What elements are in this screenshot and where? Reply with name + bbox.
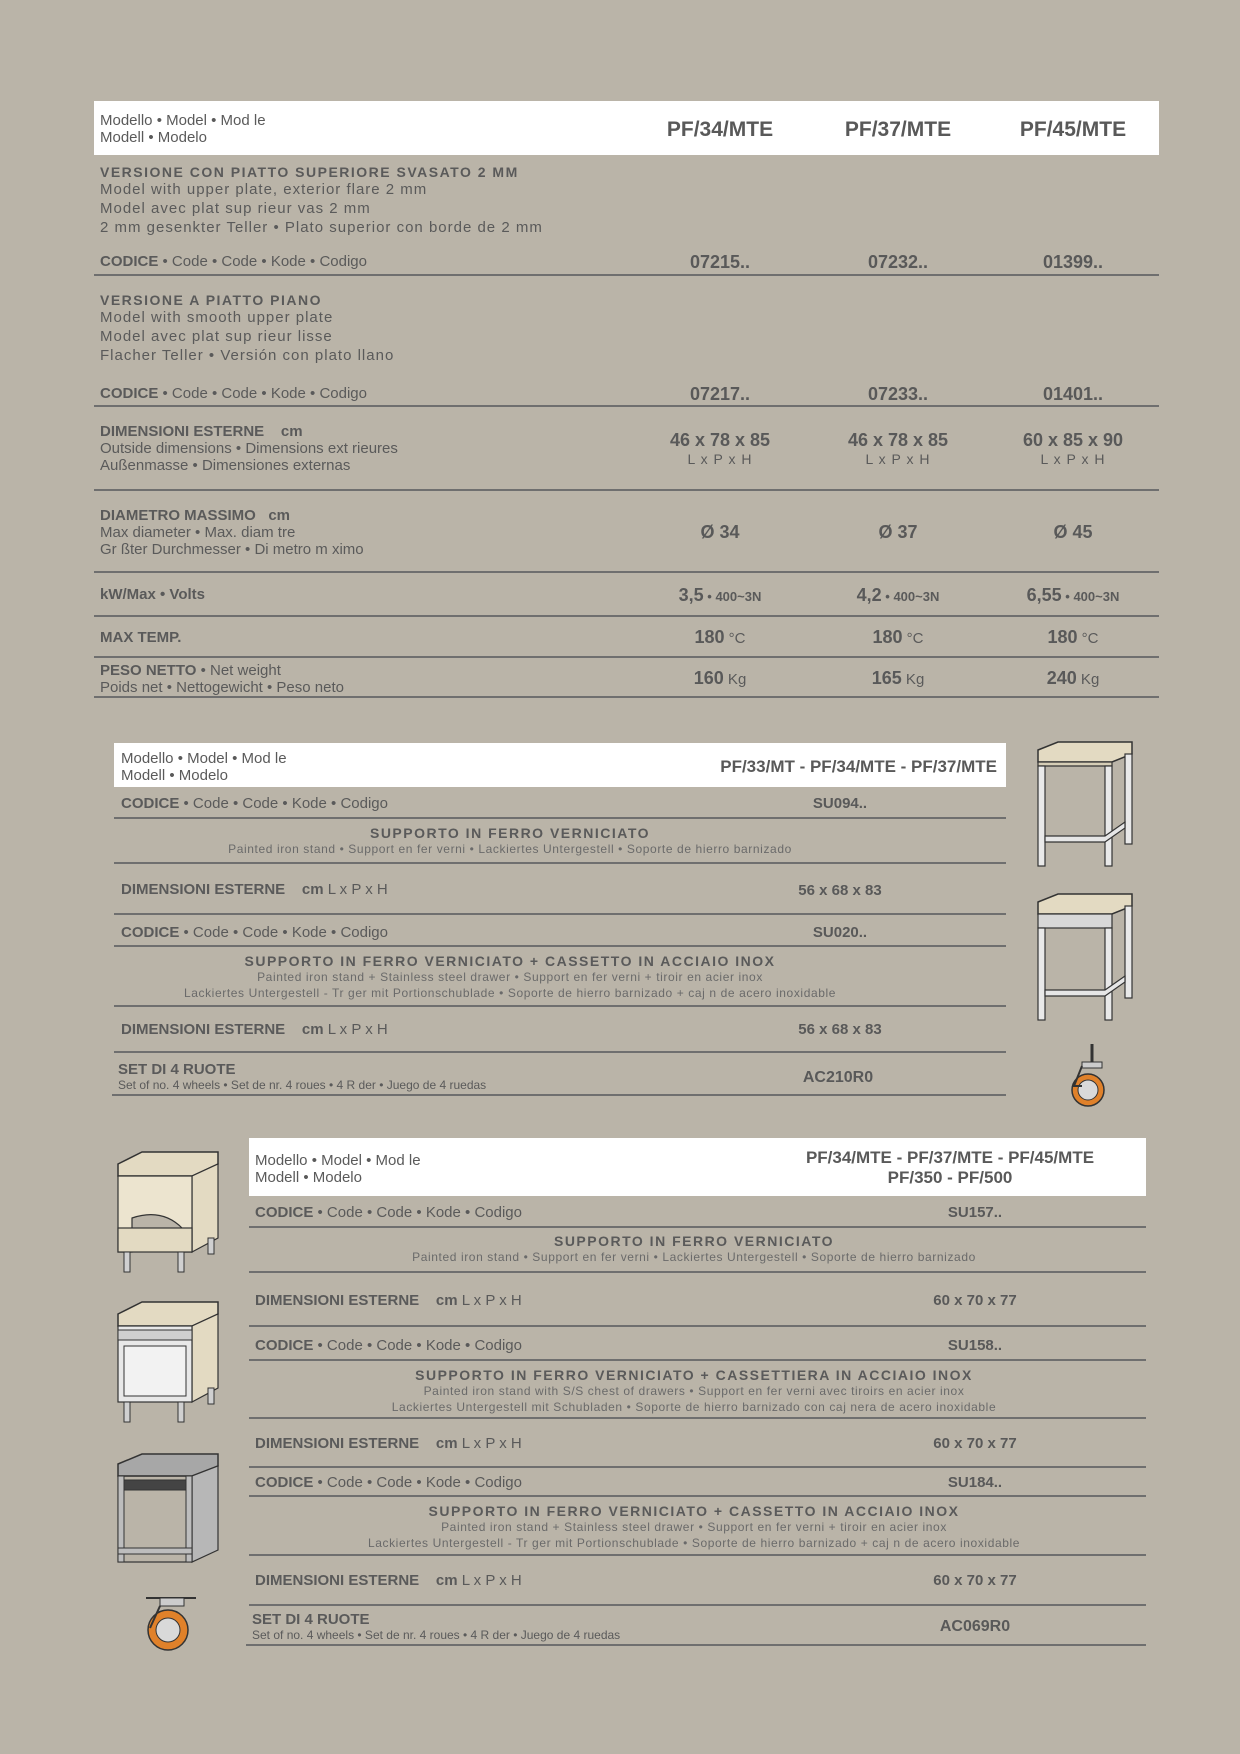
table1-model-3: PF/45/MTE bbox=[1019, 118, 1127, 141]
maxtemp-label: MAX TEMP. bbox=[100, 629, 182, 646]
version1-block: VERSIONE CON PIATTO SUPERIORE SVASATO 2 MM Model with upper plate, exterior flare 2 mm Model avec plat sup rieur vas 2 mm 2 mm gesenkter Teller • Plato superior con borde de 2 mm bbox=[100, 164, 543, 236]
version1-code-label: CODICE • Code • Code • Kode • Codigo bbox=[100, 253, 367, 270]
table3-item2-dims: 60 x 70 x 77 bbox=[933, 1435, 1017, 1452]
divider bbox=[249, 1495, 1146, 1497]
divider bbox=[249, 1554, 1146, 1556]
version2-code-3: 01401.. bbox=[1042, 384, 1104, 404]
dimensions-col-2: 46 x 78 x 85 L x P x H bbox=[847, 430, 949, 467]
table3-item2-code: SU158.. bbox=[947, 1337, 1003, 1354]
stand-drawer-illustration bbox=[1030, 890, 1140, 1030]
version2-code-1: 07217.. bbox=[689, 384, 751, 404]
table2-item2-dim-label: DIMENSIONI ESTERNE cm L x P x H bbox=[121, 1021, 388, 1038]
table2-item2-code-label: CODICE • Code • Code • Kode • Codigo bbox=[121, 924, 388, 941]
table3-item3-code-label: CODICE • Code • Code • Kode • Codigo bbox=[255, 1474, 522, 1491]
dimensions-col-3: 60 x 85 x 90 L x P x H bbox=[1022, 430, 1124, 467]
table3-item3-dims: 60 x 70 x 77 bbox=[933, 1572, 1017, 1589]
table3-item1-dim-label: DIMENSIONI ESTERNE cm L x P x H bbox=[255, 1292, 522, 1309]
divider bbox=[114, 1051, 1006, 1053]
table2-wheels-code: AC210R0 bbox=[802, 1069, 874, 1086]
table3-item3-desc: SUPPORTO IN FERRO VERNICIATO + CASSETTO IN ACCIAIO INOX Painted iron stand + Stainless steel drawer • Support en fer verni + tiroir en acier inox Lackiertes Untergestell - Tr ger mit Portionschublade • Soporte de hierro barnizado + caj n de acero inoxidable bbox=[367, 1503, 1021, 1550]
table3-models: PF/34/MTE - PF/37/MTE - PF/45/MTE PF/350 - PF/500 bbox=[805, 1148, 1095, 1187]
divider bbox=[94, 696, 1159, 698]
table2-header-label: Modello • Model • Mod le Modell • Modelo bbox=[121, 750, 287, 784]
version2-block: VERSIONE A PIATTO PIANO Model with smooth upper plate Model avec plat sup rieur lisse Flacher Teller • Versión con plato llano bbox=[100, 292, 395, 364]
divider bbox=[114, 945, 1006, 947]
version2-code-label: CODICE • Code • Code • Kode • Codigo bbox=[100, 385, 367, 402]
version1-code-2: 07232.. bbox=[867, 252, 929, 272]
table2-item1-code: SU094.. bbox=[812, 795, 868, 812]
table3-item1-dims: 60 x 70 x 77 bbox=[933, 1292, 1017, 1309]
divider bbox=[249, 1359, 1146, 1361]
wheel-icon bbox=[138, 1594, 198, 1654]
diameter-2: Ø 37 bbox=[878, 522, 918, 542]
chest-drawers-illustration bbox=[112, 1298, 224, 1428]
weight-2: 165 Kg bbox=[871, 668, 925, 688]
maxtemp-3: 180 °C bbox=[1047, 627, 1099, 647]
divider bbox=[114, 862, 1006, 864]
table3-item1-code: SU157.. bbox=[947, 1204, 1003, 1221]
divider bbox=[114, 913, 1006, 915]
table2-wheels-label: SET DI 4 RUOTE Set of no. 4 wheels • Set de nr. 4 roues • 4 R der • Juego de 4 ruedas bbox=[118, 1061, 487, 1092]
version2-code-2: 07233.. bbox=[867, 384, 929, 404]
divider bbox=[249, 1226, 1146, 1228]
weight-label: PESO NETTO • Net weight Poids net • Nettogewicht • Peso neto bbox=[100, 662, 344, 696]
table3-item1-desc: SUPPORTO IN FERRO VERNICIATO Painted iron stand • Support en fer verni • Lackiertes Untergestell • Soporte de hierro barnizado bbox=[412, 1233, 976, 1264]
dimensions-col-1: 46 x 78 x 85 L x P x H bbox=[669, 430, 771, 467]
table2-item1-code-label: CODICE • Code • Code • Kode • Codigo bbox=[121, 795, 388, 812]
table1-header-label: Modello • Model • Mod le Modell • Modelo bbox=[100, 112, 266, 146]
table1-model-1: PF/34/MTE bbox=[666, 118, 774, 141]
dimensions-label: DIMENSIONI ESTERNE cm Outside dimensions • Dimensions ext rieures Außenmasse • Dimensiones externas bbox=[100, 423, 398, 474]
table3-header-label: Modello • Model • Mod le Modell • Modelo bbox=[255, 1152, 421, 1186]
divider bbox=[114, 1005, 1006, 1007]
table3-item1-code-label: CODICE • Code • Code • Kode • Codigo bbox=[255, 1204, 522, 1221]
weight-1: 160 Kg bbox=[693, 668, 747, 688]
table1-model-2: PF/37/MTE bbox=[844, 118, 952, 141]
table3-item2-code-label: CODICE • Code • Code • Kode • Codigo bbox=[255, 1337, 522, 1354]
divider bbox=[249, 1417, 1146, 1419]
version2-title: VERSIONE A PIATTO PIANO bbox=[100, 292, 322, 308]
table3-item3-dim-label: DIMENSIONI ESTERNE cm L x P x H bbox=[255, 1572, 522, 1589]
divider bbox=[94, 274, 1159, 276]
divider bbox=[249, 1325, 1146, 1327]
maxtemp-2: 180 °C bbox=[872, 627, 924, 647]
drawer-stand-illustration bbox=[112, 1450, 224, 1578]
divider bbox=[112, 1094, 1006, 1096]
table2-item2-desc: SUPPORTO IN FERRO VERNICIATO + CASSETTO IN ACCIAIO INOX Painted iron stand + Stainless steel drawer • Support en fer verni + tiroir en acier inox Lackiertes Untergestell - Tr ger mit Portionschublade • Soporte de hierro barnizado + caj n de acero inoxidable bbox=[183, 953, 837, 1000]
diameter-3: Ø 45 bbox=[1053, 522, 1093, 542]
divider bbox=[249, 1604, 1146, 1606]
version1-title: VERSIONE CON PIATTO SUPERIORE SVASATO 2 MM bbox=[100, 164, 519, 180]
version1-code-3: 01399.. bbox=[1042, 252, 1104, 272]
power-label: kW/Max • Volts bbox=[100, 586, 205, 603]
table2-models: PF/33/MT - PF/34/MTE - PF/37/MTE bbox=[720, 757, 997, 776]
divider bbox=[94, 571, 1159, 573]
wheel-icon bbox=[1060, 1042, 1110, 1112]
table3-item3-code: SU184.. bbox=[947, 1474, 1003, 1491]
divider bbox=[249, 1466, 1146, 1468]
table2-item1-desc: SUPPORTO IN FERRO VERNICIATO Painted iron stand • Support en fer verni • Lackiertes Untergestell • Soporte de hierro barnizado bbox=[228, 825, 792, 856]
table2-item2-code: SU020.. bbox=[812, 924, 868, 941]
version1-code-1: 07215.. bbox=[689, 252, 751, 272]
power-1: 3,5 • 400~3N bbox=[678, 585, 762, 605]
diameter-1: Ø 34 bbox=[700, 522, 740, 542]
diameter-label: DIAMETRO MASSIMO cm Max diameter • Max. diam tre Gr ßter Durchmesser • Di metro m ximo bbox=[100, 507, 364, 558]
table3-wheels-code: AC069R0 bbox=[939, 1618, 1011, 1635]
divider bbox=[94, 656, 1159, 658]
divider bbox=[94, 615, 1159, 617]
divider bbox=[94, 405, 1159, 407]
divider bbox=[114, 817, 1006, 819]
table2-item1-dim-label: DIMENSIONI ESTERNE cm L x P x H bbox=[121, 881, 388, 898]
table3-item2-dim-label: DIMENSIONI ESTERNE cm L x P x H bbox=[255, 1435, 522, 1452]
maxtemp-1: 180 °C bbox=[694, 627, 746, 647]
table2-item1-dims: 56 x 68 x 83 bbox=[798, 882, 882, 899]
divider bbox=[249, 1271, 1146, 1273]
cabinet-stand-illustration bbox=[112, 1148, 224, 1278]
divider bbox=[94, 489, 1159, 491]
power-2: 4,2 • 400~3N bbox=[856, 585, 940, 605]
divider bbox=[246, 1644, 1146, 1646]
stand-illustration bbox=[1030, 738, 1140, 878]
table3-item2-desc: SUPPORTO IN FERRO VERNICIATO + CASSETTIERA IN ACCIAIO INOX Painted iron stand with S/S chest of drawers • Support en fer verni avec tiroirs en acier inox Lackiertes Untergestell mit Schubladen • Soporte de hierro barnizado con caj nera de acero inoxidable bbox=[391, 1367, 997, 1414]
table3-wheels-label: SET DI 4 RUOTE Set of no. 4 wheels • Set de nr. 4 roues • 4 R der • Juego de 4 ruedas bbox=[252, 1611, 621, 1642]
power-3: 6,55 • 400~3N bbox=[1026, 585, 1120, 605]
weight-3: 240 Kg bbox=[1046, 668, 1100, 688]
table2-item2-dims: 56 x 68 x 83 bbox=[798, 1021, 882, 1038]
